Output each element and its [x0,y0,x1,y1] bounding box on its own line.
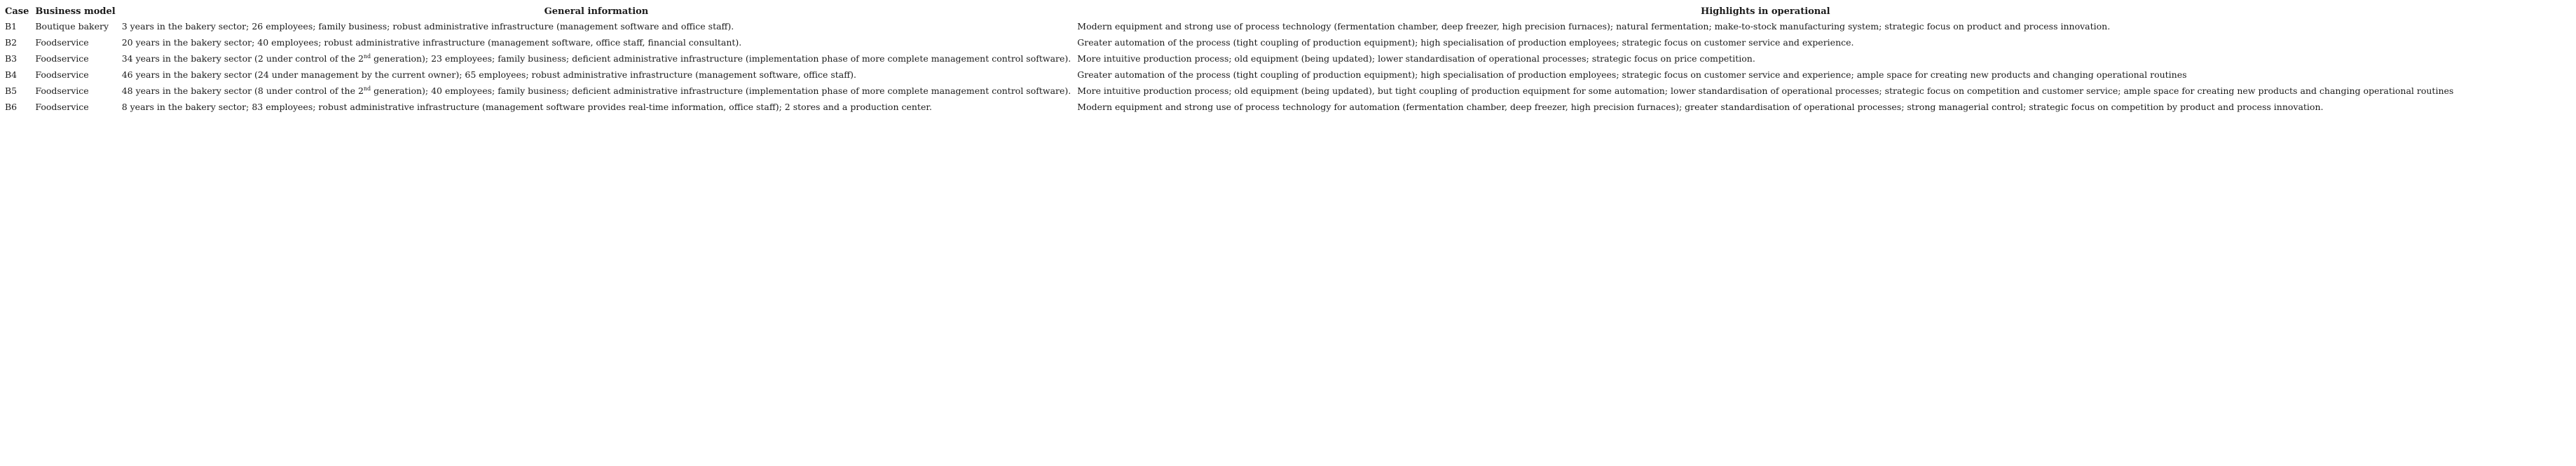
highlights: More intuitive production process; old equipment (being updated), but tight coupling of production equipment for some automation; lower standardisation of operational processes; strategic focus on competition and customer service; ample space for creating new products and changing operational routines [1077,85,2454,96]
case-id: B2 [5,37,18,48]
general-information [120,50,1076,67]
general-information [120,83,1076,99]
header-business-model: Business model [35,6,116,17]
general-information: 8 years in the bakery sector; 83 employees; robust administrative infrastructure (management software provides real-time information, office staff); 2 stores and a production center. [121,102,932,112]
general-information-text: 48 years in the bakery sector (8 under control of the 2 [121,85,364,96]
general-information: 3 years in the bakery sector; 26 employees; family business; robust administrative infrastructure (management software and office staff). [121,21,734,32]
highlights: Greater automation of the process (tight coupling of production equipment); high specialisation of production employees; strategic focus on customer service and experience. [1077,37,1854,48]
case-id: B3 [5,53,18,64]
header-general-information: General information [544,6,649,17]
business-model: Foodservice [35,69,89,80]
case-id: B1 [5,21,18,32]
general-information-text: generation); 40 employees; family business; deficient administrative infrastructure (implementation phase of more complete management control software). [371,85,1071,96]
ordinal-suffix: nd [363,85,371,92]
general-information-text: 34 years in the bakery sector (2 under control of the 2 [121,53,364,64]
case-id: B6 [5,102,18,112]
table-row [3,99,2458,115]
highlights: Modern equipment and strong use of process technology for automation (fermentation chamber, deep freezer, high precision furnaces); greater standardisation of operational processes; strong managerial control; strategic focus on competition by product and process innovation. [1077,102,2324,112]
business-model: Foodservice [35,102,89,112]
business-model: Boutique bakery [35,21,109,32]
header-row [3,6,2458,18]
highlights: Modern equipment and strong use of process technology (fermentation chamber, deep freezer, high precision furnaces); natural fermentation; make-to-stock manufacturing system; strategic focus on product and process innovation. [1077,21,2111,32]
table-row [3,50,2458,67]
case-id: B5 [5,85,18,96]
case-id: B4 [5,69,18,80]
header-highlights: Highlights in operational [1700,6,1830,17]
general-information-text: generation); 23 employees; family business; deficient administrative infrastructure (implementation phase of more complete management control software). [371,53,1071,64]
table-row [3,67,2458,83]
ordinal-suffix: nd [363,53,371,60]
business-model: Foodservice [35,85,89,96]
table-row [3,18,2458,34]
highlights: More intuitive production process; old equipment (being updated); lower standardisation of operational processes; strategic focus on price competition. [1077,53,1755,64]
header-case: Case [5,6,29,17]
table-row [3,83,2458,99]
cases-table [3,6,2458,115]
table-row [3,34,2458,50]
highlights: Greater automation of the process (tight coupling of production equipment); high specialisation of production employees; strategic focus on customer service and experience; ample space for creating new products and changing operational routines [1077,69,2187,80]
general-information: 20 years in the bakery sector; 40 employees; robust administrative infrastructure (management software, office staff, financial consultant). [121,37,742,48]
business-model: Foodservice [35,37,89,48]
general-information: 46 years in the bakery sector (24 under management by the current owner); 65 employees; robust administrative infrastructure (management software, office staff). [121,69,856,80]
business-model: Foodservice [35,53,89,64]
